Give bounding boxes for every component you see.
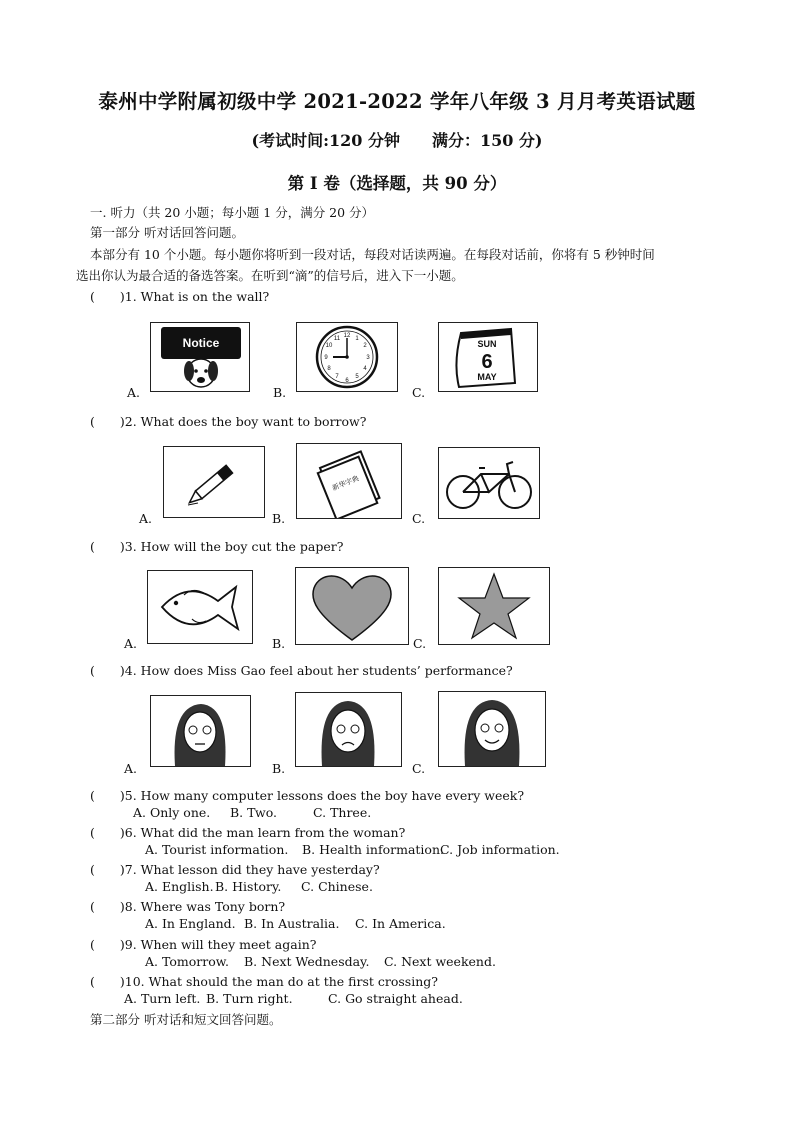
option-c[interactable]: C. Three.: [313, 805, 372, 820]
question-1: [90, 287, 269, 305]
svg-text:8: 8: [327, 366, 331, 372]
option-a[interactable]: A. In England.: [145, 916, 236, 931]
choice-label-c: C.: [412, 511, 426, 526]
face-neutral-image[interactable]: [150, 695, 251, 767]
exam-title: 泰州中学附属初级中学 2021-2022 学年八年级 3 月月考英语试题: [98, 90, 696, 113]
svg-text:1: 1: [355, 336, 359, 342]
answer-paren[interactable]: ( ): [90, 414, 125, 429]
notice-text: Notice: [182, 336, 220, 350]
question-stem: 3. How will the boy cut the paper?: [124, 539, 344, 554]
svg-text:3: 3: [366, 355, 370, 361]
question-stem: 10. What should the man do at the first crossing?: [124, 974, 438, 989]
pen-image[interactable]: [163, 446, 265, 518]
calendar-day: SUN: [477, 339, 497, 349]
option-c[interactable]: C. Go straight ahead.: [328, 991, 463, 1006]
question-2: [90, 412, 366, 430]
instruction-line2: 选出你认为最合适的备选答案。在听到“滴”的信号后，进入下一小题。: [76, 268, 464, 283]
question-10: [90, 972, 438, 990]
question-stem: 7. What lesson did they have yesterday?: [124, 862, 380, 877]
answer-paren[interactable]: ( ): [90, 539, 125, 554]
option-a[interactable]: A. Only one.: [133, 805, 211, 820]
option-c[interactable]: C. Next weekend.: [384, 954, 496, 969]
answer-paren[interactable]: ( ): [90, 663, 125, 678]
book-title: 新华字典: [331, 474, 361, 493]
choice-label-b: B.: [272, 511, 286, 526]
question-stem: 8. Where was Tony born?: [124, 899, 286, 914]
svg-text:11: 11: [333, 336, 341, 342]
question-5: [90, 786, 524, 804]
svg-text:5: 5: [355, 374, 359, 380]
choice-label-c: C.: [413, 636, 427, 651]
calendar-month: MAY: [477, 372, 497, 382]
question-9: [90, 935, 316, 953]
choice-label-a: A.: [124, 761, 138, 776]
option-b[interactable]: B. Two.: [230, 805, 278, 820]
heart-image[interactable]: [295, 567, 409, 645]
option-b[interactable]: B. Turn right.: [206, 991, 293, 1006]
option-c[interactable]: C. In America.: [355, 916, 446, 931]
notice-dog-image[interactable]: [150, 322, 250, 392]
choice-label-c: C.: [412, 385, 426, 400]
svg-text:7: 7: [335, 374, 339, 380]
option-b[interactable]: B. History.: [215, 879, 282, 894]
fish-image[interactable]: [147, 570, 253, 644]
section-heading: 一. 听力（共 20 小题；每小题 1 分，满分 20 分）: [90, 205, 375, 220]
choice-label-b: B.: [272, 761, 286, 776]
question-stem: 4. How does Miss Gao feel about her students’ performance?: [124, 663, 513, 678]
question-3: [90, 537, 343, 555]
exam-info: (考试时间:120 分钟 满分：150 分): [251, 131, 543, 150]
calendar-image[interactable]: [438, 322, 538, 392]
option-a[interactable]: A. Tomorrow.: [145, 954, 229, 969]
answer-paren[interactable]: ( ): [90, 937, 125, 952]
option-b[interactable]: B. Health information.: [302, 842, 444, 857]
answer-paren[interactable]: ( ): [90, 862, 125, 877]
question-stem: 1. What is on the wall?: [124, 289, 270, 304]
svg-text:6: 6: [345, 378, 349, 384]
answer-paren[interactable]: ( ): [90, 289, 125, 304]
calendar-date: 6: [481, 351, 493, 373]
choice-label-c: C.: [412, 761, 426, 776]
question-7: [90, 860, 380, 878]
answer-paren[interactable]: ( ): [90, 974, 125, 989]
part2-heading: 第二部分 听对话和短文回答问题。: [90, 1012, 282, 1027]
face-sad-image[interactable]: [295, 692, 402, 767]
volume-heading: 第 I 卷（选择题，共 90 分）: [287, 174, 507, 193]
answer-paren[interactable]: ( ): [90, 825, 125, 840]
question-6: [90, 823, 405, 841]
question-stem: 6. What did the man learn from the woman?: [124, 825, 406, 840]
dictionary-image[interactable]: [296, 443, 402, 519]
option-a[interactable]: A. Tourist information.: [145, 842, 289, 857]
choice-label-a: A.: [124, 636, 138, 651]
bicycle-image[interactable]: [438, 447, 540, 519]
face-happy-image[interactable]: [438, 691, 546, 767]
svg-text:10: 10: [325, 343, 333, 349]
choice-label-a: A.: [127, 385, 141, 400]
svg-text:9: 9: [324, 355, 328, 361]
star-image[interactable]: [438, 567, 550, 645]
clock-image[interactable]: [296, 322, 398, 392]
svg-text:12: 12: [343, 333, 351, 339]
question-8: [90, 897, 285, 915]
option-a[interactable]: A. English.: [145, 879, 214, 894]
question-4: [90, 661, 513, 679]
answer-paren[interactable]: ( ): [90, 899, 125, 914]
instruction-line1: 本部分有 10 个小题。每小题你将听到一段对话，每段对话读两遍。在每段对话前，你将有 5 秒钟时间: [90, 247, 655, 262]
answer-paren[interactable]: ( ): [90, 788, 125, 803]
question-stem: 9. When will they meet again?: [124, 937, 317, 952]
question-stem: 5. How many computer lessons does the boy have every week?: [124, 788, 525, 803]
option-b[interactable]: B. Next Wednesday.: [244, 954, 370, 969]
part1-heading: 第一部分 听对话回答问题。: [90, 225, 244, 240]
option-a[interactable]: A. Turn left.: [124, 991, 201, 1006]
choice-label-b: B.: [273, 385, 287, 400]
question-stem: 2. What does the boy want to borrow?: [124, 414, 367, 429]
choice-label-a: A.: [139, 511, 153, 526]
svg-text:4: 4: [363, 366, 367, 372]
option-c[interactable]: C. Chinese.: [301, 879, 373, 894]
svg-text:2: 2: [363, 343, 367, 349]
choice-label-b: B.: [272, 636, 286, 651]
option-c[interactable]: C. Job information.: [440, 842, 560, 857]
option-b[interactable]: B. In Australia.: [244, 916, 340, 931]
